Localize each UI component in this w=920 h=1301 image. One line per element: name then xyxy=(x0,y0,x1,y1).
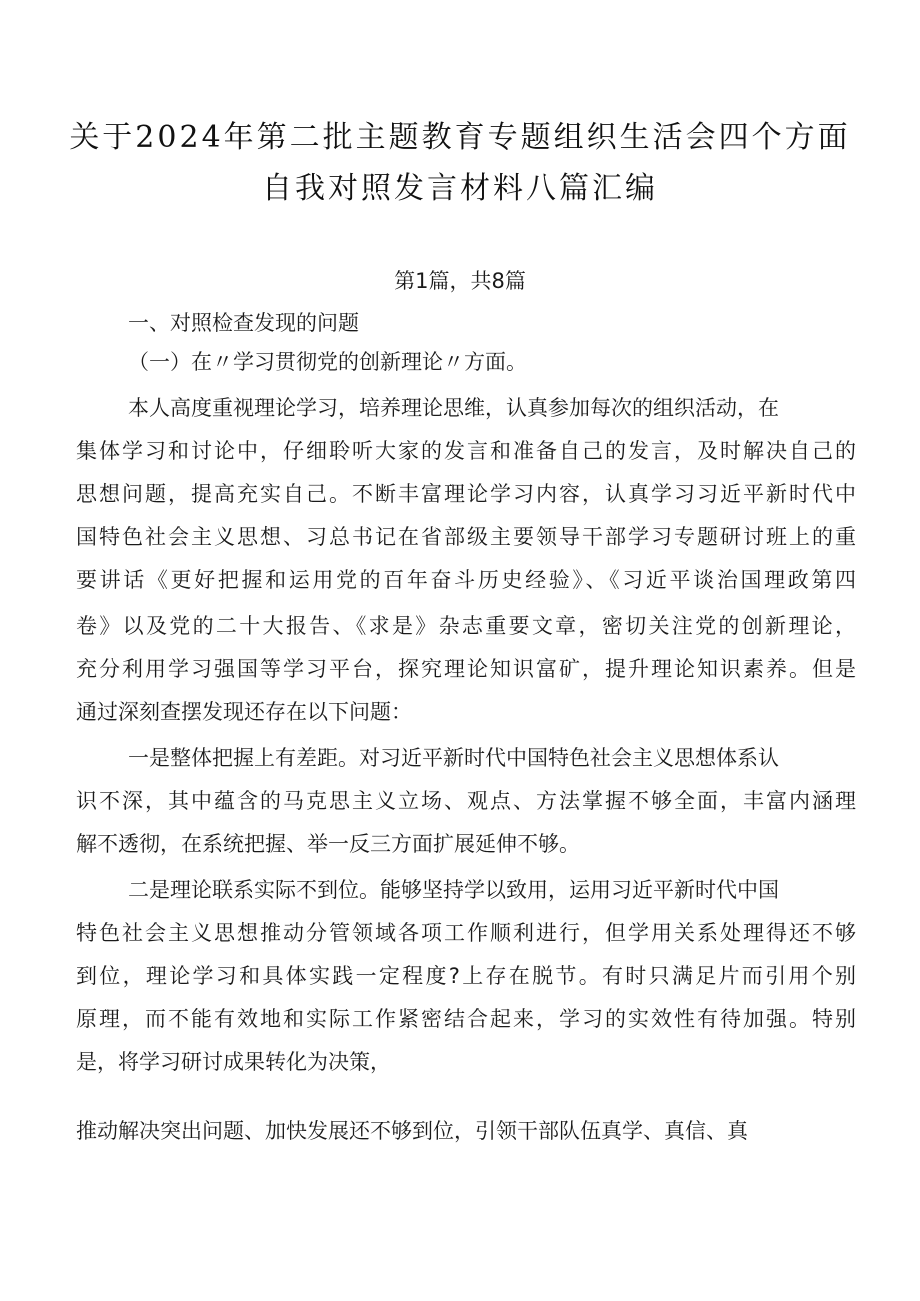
paragraph-line: 思想问题，提高充实自己。不断丰富理论学习内容，认真学习习近平新时代中 xyxy=(76,482,856,506)
paragraph-line: 解不透彻，在系统把握、举一反三方面扩展延伸不够。 xyxy=(76,832,580,856)
paragraph-line: 二是理论联系实际不到位。能够坚持学以致用，运用习近平新时代中国 xyxy=(128,878,779,902)
document-title-line-1: 关于2024年第二批主题教育专题组织生活会四个方面 xyxy=(69,120,851,155)
paragraph-line: 国特色社会主义思想、习总书记在省部级主要领导干部学习专题研讨班上的重 xyxy=(76,525,856,549)
paragraph-line: 通过深刻查摆发现还存在以下问题： xyxy=(76,700,412,724)
paragraph-line: 到位，理论学习和具体实践一定程度?上存在脱节。有时只满足片而引用个别 xyxy=(76,964,856,988)
paragraph-line: 推动解决突出问题、加快发展还不够到位，引领干部队伍真学、真信、真 xyxy=(76,1119,748,1143)
paragraph-line: 充分利用学习强国等学习平台，探究理论知识富矿，提升理论知识素养。但是 xyxy=(76,657,856,681)
paragraph-line: 卷》以及党的二十大报告、《求是》杂志重要文章，密切关注党的创新理论， xyxy=(76,614,856,638)
document-title-line-2: 自我对照发言材料八篇汇编 xyxy=(262,171,658,206)
section-heading: 一、对照检查发现的问题 xyxy=(128,311,359,335)
part-indicator: 第1篇，共8篇 xyxy=(394,269,526,293)
subsection-heading: （一）在〃学习贯彻党的创新理论〃方面。 xyxy=(128,350,527,374)
paragraph-line: 识不深，其中蕴含的马克思主义立场、观点、方法掌握不够全面，丰富内涵理 xyxy=(76,789,856,813)
paragraph-line: 本人高度重视理论学习，培养理论思维，认真参加每次的组织活动，在 xyxy=(128,396,779,420)
paragraph-line: 原理，而不能有效地和实际工作紧密结合起来，学习的实效性有待加强。特别 xyxy=(76,1007,856,1031)
paragraph-line: 要讲话《更好把握和运用党的百年奋斗历史经验》、《习近平谈治国理政第四 xyxy=(76,568,856,592)
paragraph-line: 是，将学习研讨成果转化为决策， xyxy=(76,1050,391,1074)
paragraph-line: 一是整体把握上有差距。对习近平新时代中国特色社会主义思想体系认 xyxy=(128,746,779,770)
paragraph-line: 特色社会主义思想推动分管领域各项工作顺利进行，但学用关系处理得还不够 xyxy=(76,921,856,945)
paragraph-line: 集体学习和讨论中，仔细聆听大家的发言和准备自己的发言，及时解决自己的 xyxy=(76,439,856,463)
